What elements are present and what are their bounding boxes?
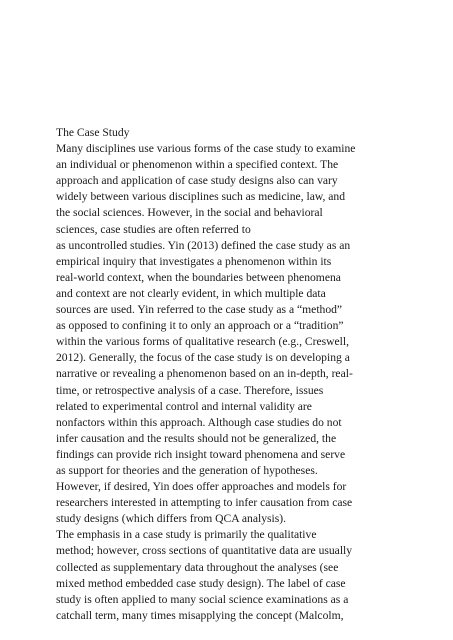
text-line: related to experimental control and internal validity are [56,399,312,413]
text-line: narrative or revealing a phenomenon based on an in-depth, real- [56,367,353,381]
text-line: within the various forms of qualitative research (e.g., Creswell, [56,335,349,349]
text-line: study is often applied to many social science examinations as a [56,592,349,606]
text-line: However, if desired, Yin does offer approaches and models for [56,480,347,494]
text-line: study designs (which differs from QCA analysis). [56,512,287,526]
text-line: widely between various disciplines such as medicine, law, and [56,190,346,204]
text-line: collected as supplementary data throughout the analyses (see [56,560,339,574]
text-line: and context are not clearly evident, in which multiple data [56,286,326,300]
text-line: 2012). Generally, the focus of the case study is on developing a [56,351,350,365]
text-line: sciences, case studies are often referred to [56,222,251,236]
text-line: infer causation and the results should not be generalized, the [56,431,337,445]
text-line: findings can provide rich insight toward phenomena and serve [56,447,346,461]
text-line: researchers interested in attempting to infer causation from case [56,496,353,510]
text-line: as opposed to confining it to only an approach or a “tradition” [56,319,344,333]
text-line: sources are used. Yin referred to the case study as a “method” [56,303,343,317]
text-line: The emphasis in a case study is primarily the qualitative [56,528,317,542]
text-line: approach and application of case study designs also can vary [56,174,338,188]
text-line: mixed method embedded case study design). The label of case [56,576,346,590]
text-line: Many disciplines use various forms of the case study to examine [56,142,356,156]
text-line: an individual or phenomenon within a specified context. The [56,158,339,172]
body-text [56,125,451,624]
text-line: as uncontrolled studies. Yin (2013) defined the case study as an [56,238,351,252]
text-line: empirical inquiry that investigates a phenomenon within its [56,254,332,268]
text-line: as support for theories and the generation of hypotheses. [56,463,318,477]
text-line: real-world context, when the boundaries between phenomena [56,270,341,284]
text-line: nonfactors within this approach. Although case studies do not [56,415,342,429]
text-line: time, or retrospective analysis of a case. Therefore, issues [56,383,324,397]
text-line: catchall term, many times misapplying the concept (Malcolm, [56,608,344,622]
heading-the-case-study: The Case Study [56,126,130,139]
text-line: the social sciences. However, in the social and behavioral [56,206,323,220]
text-line: method; however, cross sections of quantitative data are usually [56,544,353,558]
